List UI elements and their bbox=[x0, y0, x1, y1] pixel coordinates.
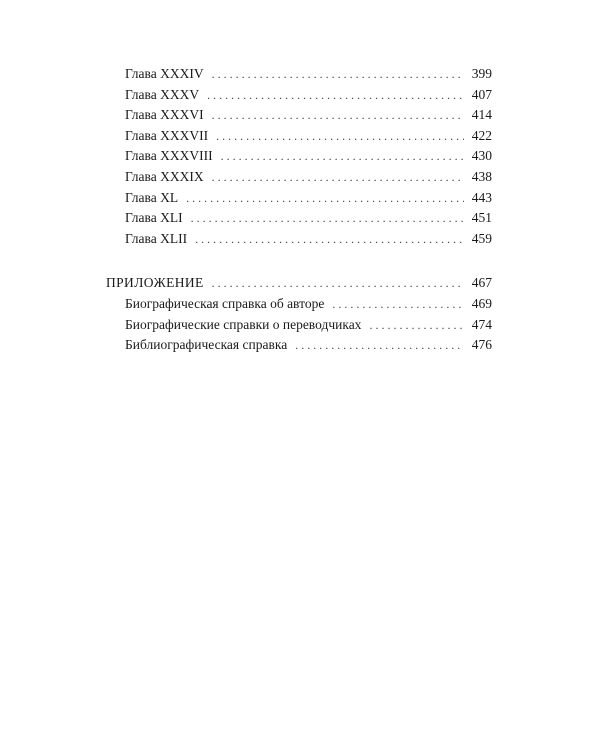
toc-entry-translators-bio bbox=[106, 317, 492, 338]
toc-entry-title: Глава XXXVI bbox=[125, 107, 204, 123]
toc-entry-title: Библиографическая справка bbox=[125, 337, 288, 353]
toc-entry-page: 438 bbox=[471, 168, 492, 184]
section-spacer bbox=[106, 251, 492, 275]
toc-entry-chapter-36 bbox=[106, 107, 492, 128]
toc-entry-title: Глава XLII bbox=[125, 230, 188, 246]
dot-leader bbox=[207, 88, 464, 103]
toc-entry-page: 467 bbox=[471, 275, 492, 291]
toc-entry-page: 422 bbox=[471, 127, 492, 143]
toc-entry-title: Глава XXXV bbox=[125, 86, 200, 102]
toc-entry-title: Глава XXXIV bbox=[125, 66, 204, 81]
toc-entry-chapter-41 bbox=[106, 210, 492, 231]
toc-entry-author-bio bbox=[106, 296, 492, 317]
dot-leader bbox=[191, 211, 464, 226]
dot-leader bbox=[295, 338, 464, 353]
dot-leader bbox=[212, 108, 464, 123]
toc-entry-chapter-37 bbox=[106, 128, 492, 149]
toc-entry-title: Глава XXXIX bbox=[125, 168, 204, 184]
toc-entry-page: 414 bbox=[471, 107, 492, 123]
toc-entry-page: 459 bbox=[471, 230, 492, 246]
toc-entry-page: 430 bbox=[471, 148, 492, 164]
dot-leader bbox=[195, 232, 464, 247]
dot-leader bbox=[212, 170, 464, 185]
toc-entry-chapter-34 bbox=[106, 66, 492, 87]
toc-entry-page: 469 bbox=[471, 295, 492, 311]
dot-leader bbox=[221, 149, 464, 164]
toc-entry-page: 474 bbox=[471, 316, 492, 332]
toc-entry-page: 476 bbox=[471, 337, 492, 353]
toc-entry-title: Биографическая справка об авторе bbox=[125, 295, 325, 311]
dot-leader bbox=[369, 318, 464, 333]
toc-entry-title: Глава XLI bbox=[125, 210, 183, 226]
toc-section-title: ПРИЛОЖЕНИЕ bbox=[106, 275, 204, 291]
toc-entry-page: 451 bbox=[471, 210, 492, 226]
toc-entry-chapter-38 bbox=[106, 148, 492, 169]
toc-entry-chapter-39 bbox=[106, 169, 492, 190]
toc-entry-chapter-35 bbox=[106, 87, 492, 108]
toc-entry-title: Биографические справки о переводчиках bbox=[125, 316, 362, 332]
toc-entry-chapter-42 bbox=[106, 231, 492, 252]
table-of-contents bbox=[106, 66, 492, 358]
toc-entry-bibliography bbox=[106, 337, 492, 358]
dot-leader bbox=[212, 276, 464, 291]
dot-leader bbox=[212, 67, 464, 82]
toc-entry-title: Глава XXXVII bbox=[125, 127, 209, 143]
toc-entry-page: 443 bbox=[471, 189, 492, 205]
dot-leader bbox=[216, 129, 464, 144]
toc-entry-appendix bbox=[106, 275, 492, 296]
dot-leader bbox=[332, 297, 464, 312]
dot-leader bbox=[186, 191, 464, 206]
toc-entry-page: 407 bbox=[471, 86, 492, 102]
toc-entry-chapter-40 bbox=[106, 190, 492, 211]
toc-entry-title: Глава XL bbox=[125, 189, 179, 205]
toc-entry-title: Глава XXXVIII bbox=[125, 148, 213, 164]
toc-entry-page: 399 bbox=[471, 66, 492, 81]
